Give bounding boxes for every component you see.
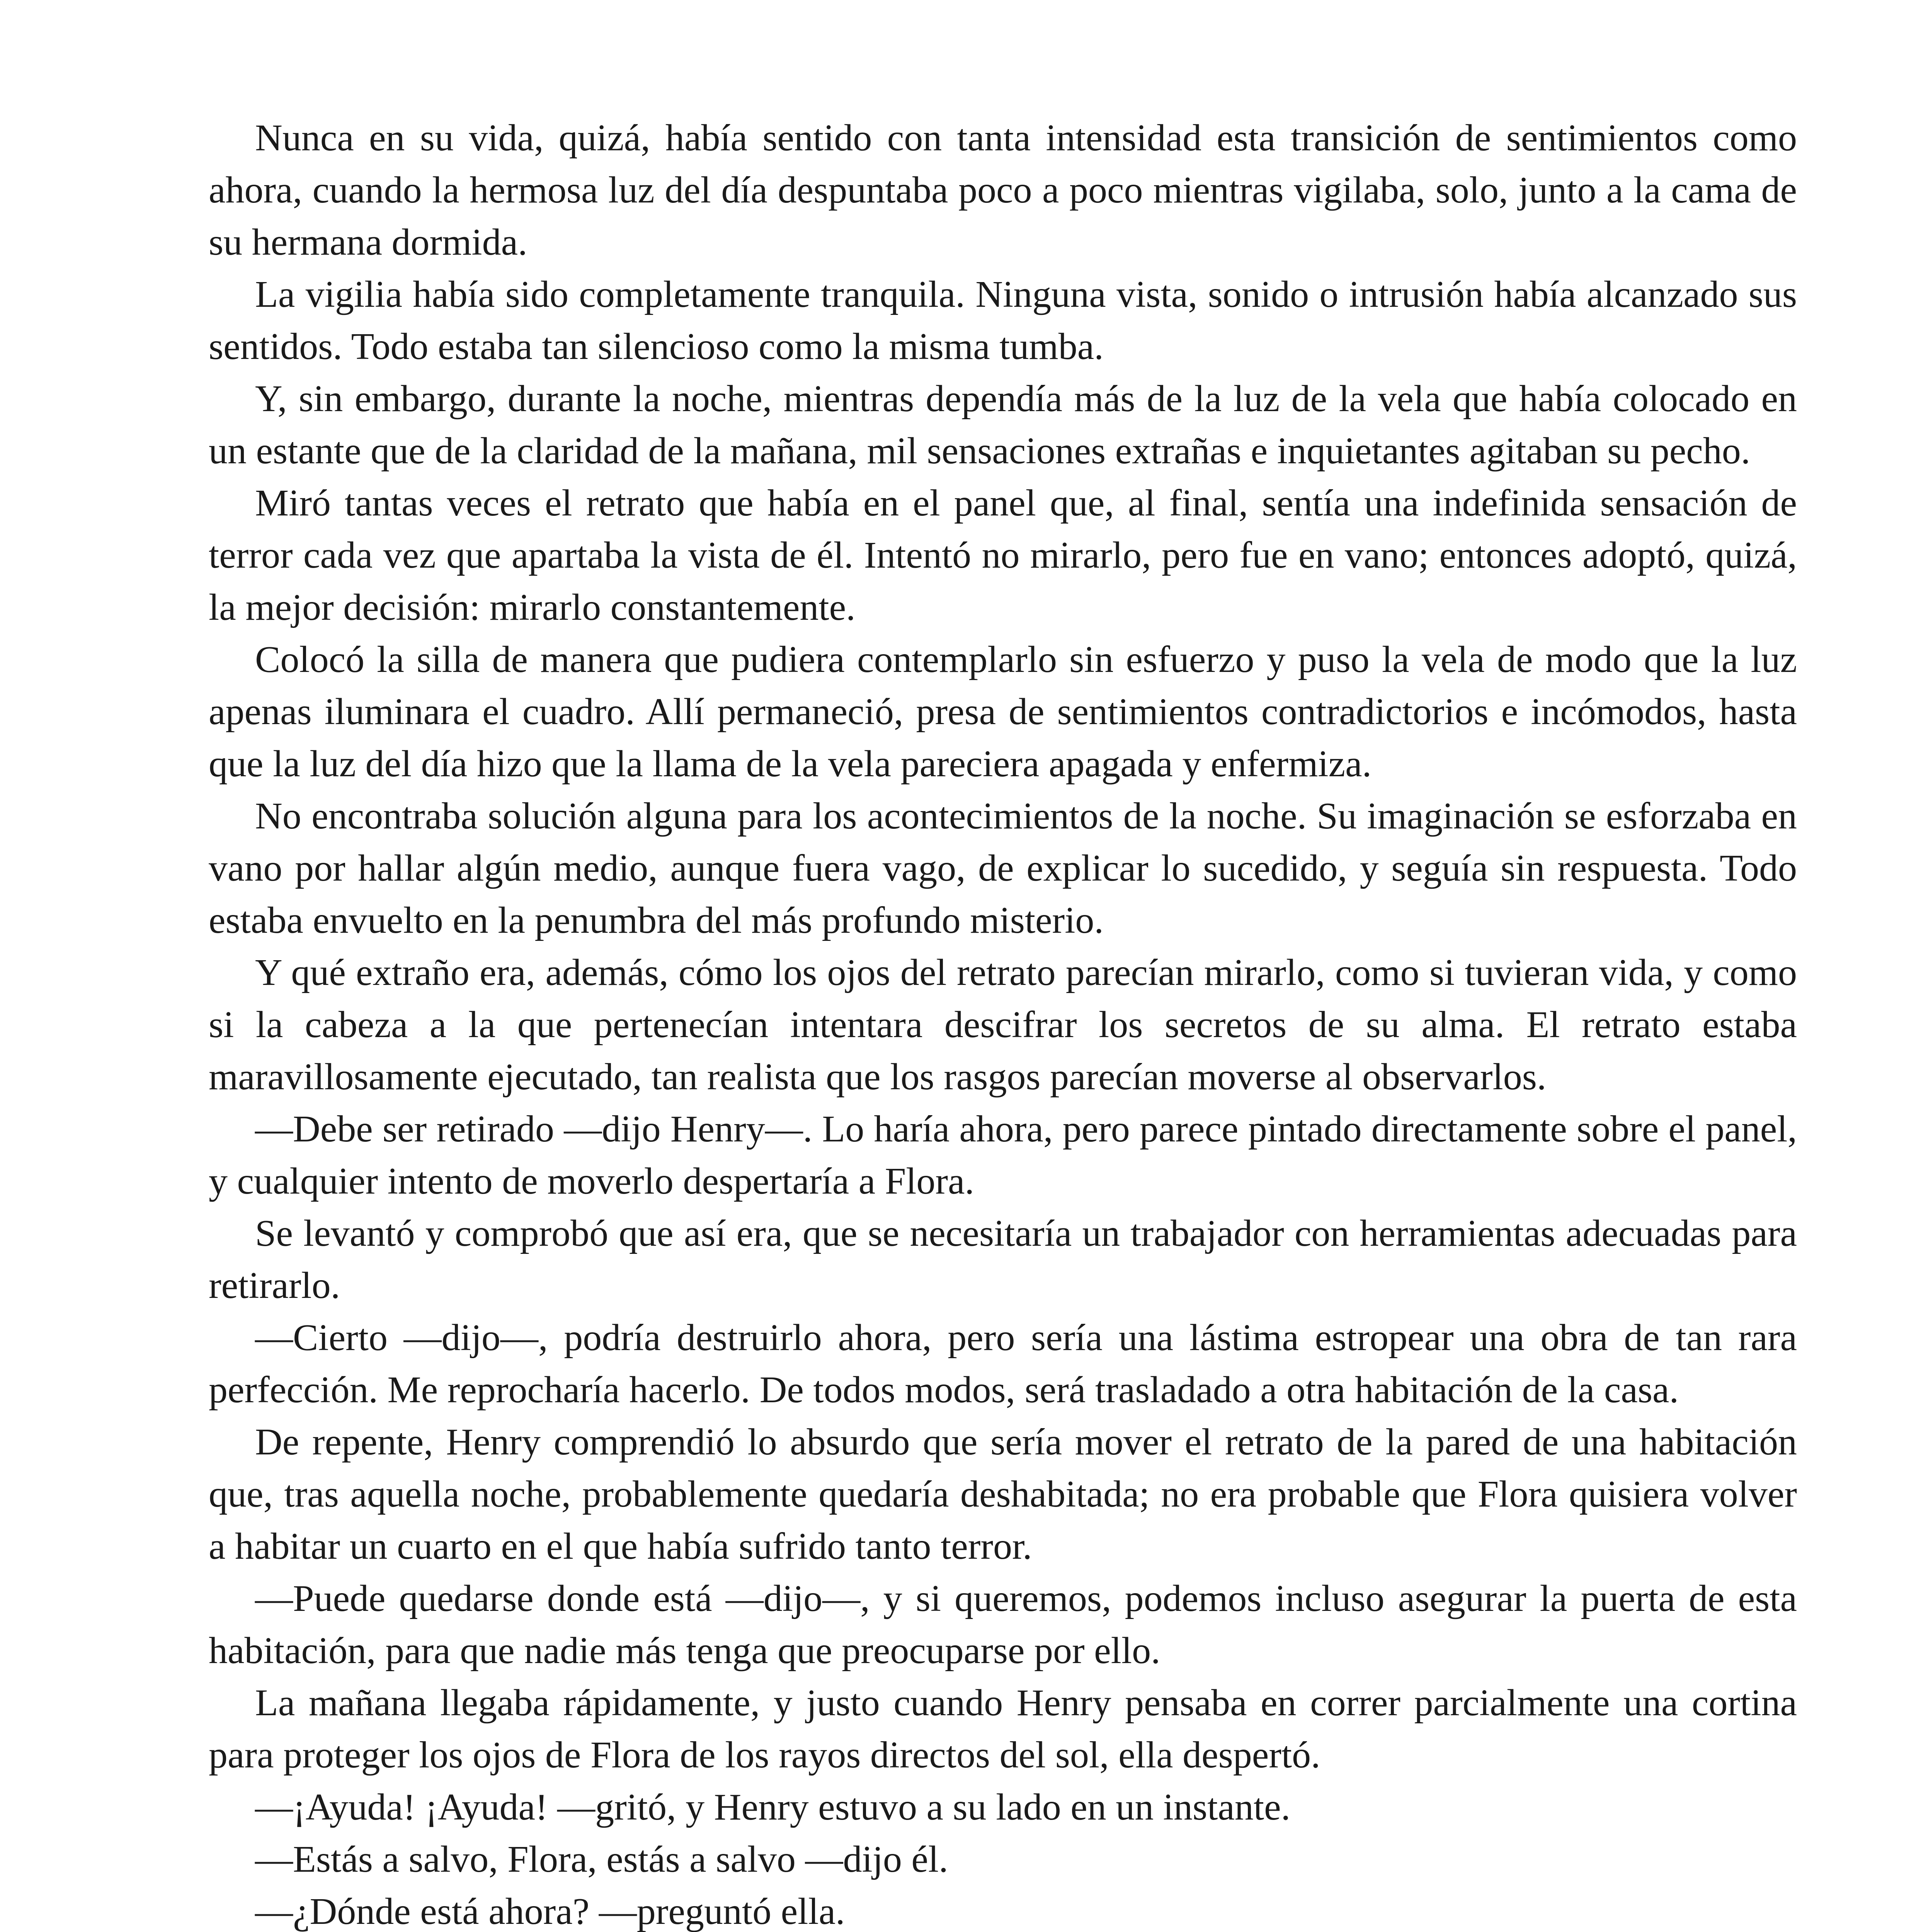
paragraph: —Cierto —dijo—, podría destruirlo ahora, pero sería una lástima estropear una obra de tan rara perfección. Me reprocharía hacerlo. De todos modos, será trasladado a otra habitación de la casa.: [209, 1317, 1797, 1411]
paragraph: —¿Dónde está ahora? —preguntó ella.: [255, 1891, 845, 1932]
paragraph: Colocó la silla de manera que pudiera contemplarlo sin esfuerzo y puso la vela de modo que la luz apenas iluminara el cuadro. Allí permaneció, presa de sentimientos contradictorios e incómodos, hasta que la luz del día hizo que la llama de la vela pareciera apagada y enfermiza.: [209, 639, 1797, 785]
paragraph: —Debe ser retirado —dijo Henry—. Lo haría ahora, pero parece pintado directamente sobre el panel, y cualquier intento de moverlo despertaría a Flora.: [209, 1108, 1797, 1202]
paragraph: —¡Ayuda! ¡Ayuda! —gritó, y Henry estuvo a su lado en un instante.: [255, 1786, 1291, 1828]
paragraph: De repente, Henry comprendió lo absurdo que sería mover el retrato de la pared de una habitación que, tras aquella noche, probablemente quedaría deshabitada; no era probable que Flora quisiera volver a habitar un cuarto en el que había sufrido tanto terror.: [209, 1421, 1797, 1567]
paragraph: Se levantó y comprobó que así era, que se necesitaría un trabajador con herramientas adecuadas para retirarlo.: [209, 1213, 1797, 1306]
paragraph: —Puede quedarse donde está —dijo—, y si queremos, podemos incluso asegurar la puerta de esta habitación, para que nadie más tenga que preocuparse por ello.: [209, 1578, 1797, 1672]
paragraph: Nunca en su vida, quizá, había sentido con tanta intensidad esta transición de sentimientos como ahora, cuando la hermosa luz del día despuntaba poco a poco mientras vigilaba, solo, junto a la cama de su hermana dormida.: [209, 117, 1797, 263]
page-body: [209, 112, 1797, 1932]
paragraph: Y qué extraño era, además, cómo los ojos del retrato parecían mirarlo, como si tuvieran vida, y como si la cabeza a la que pertenecían intentara descifrar los secretos de su alma. El retrato estaba maravillosamente ejecutado, tan realista que los rasgos parecían moverse al observarlos.: [209, 952, 1797, 1098]
paragraph: Miró tantas veces el retrato que había en el panel que, al final, sentía una indefinida sensación de terror cada vez que apartaba la vista de él. Intentó no mirarlo, pero fue en vano; entonces adoptó, quizá, la mejor decisión: mirarlo constantemente.: [209, 482, 1797, 628]
paragraph: La mañana llegaba rápidamente, y justo cuando Henry pensaba en correr parcialmente una cortina para proteger los ojos de Flora de los rayos directos del sol, ella despertó.: [209, 1682, 1797, 1776]
paragraph: —Estás a salvo, Flora, estás a salvo —dijo él.: [255, 1838, 948, 1880]
paragraph: No encontraba solución alguna para los acontecimientos de la noche. Su imaginación se esforzaba en vano por hallar algún medio, aunque fuera vago, de explicar lo sucedido, y seguía sin respuesta. Todo estaba envuelto en la penumbra del más profundo misterio.: [209, 795, 1797, 941]
paragraph: La vigilia había sido completamente tranquila. Ninguna vista, sonido o intrusión había alcanzado sus sentidos. Todo estaba tan silencioso como la misma tumba.: [209, 274, 1797, 367]
paragraph: Y, sin embargo, durante la noche, mientras dependía más de la luz de la vela que había colocado en un estante que de la claridad de la mañana, mil sensaciones extrañas e inquietantes agitaban su pecho.: [209, 378, 1797, 472]
